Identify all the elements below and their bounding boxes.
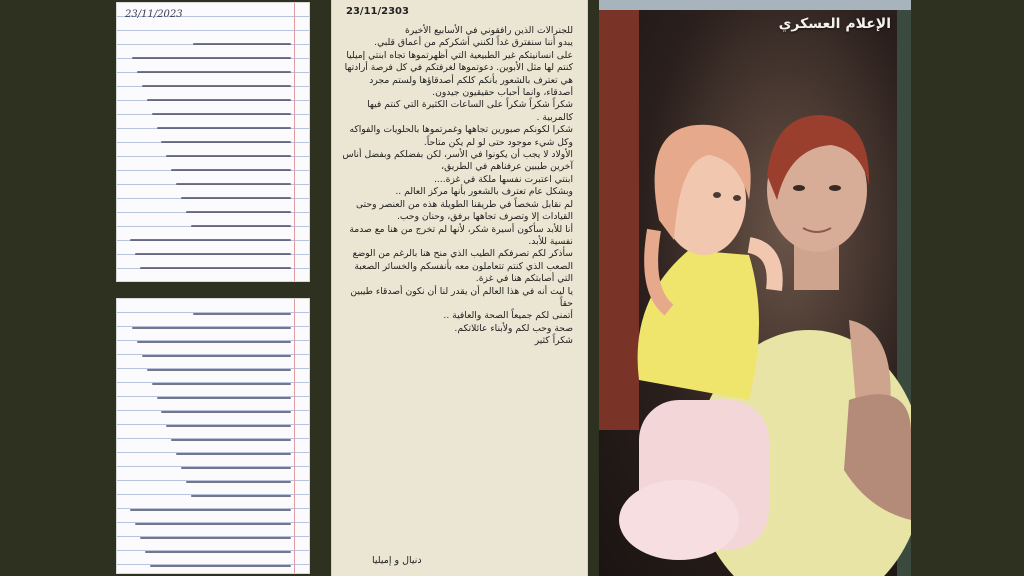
handwriting-stroke	[176, 453, 291, 455]
handwriting-stroke	[161, 411, 291, 413]
child-figure	[619, 125, 775, 560]
handwriting-stroke	[157, 127, 291, 129]
translation-paragraph: يا ليت أنه في هذا العالم أن يقدر لنا أن نكون أصدقاء طيبين حقاً	[350, 285, 573, 309]
translation-paragraph: شكرا لكونكم صبورين تجاهها وغمرتموها بالحلويات والفواكه وكل شيء موجود حتى لو لم يكن متاحاً.	[349, 124, 573, 148]
handwriting-stroke	[140, 267, 291, 269]
translation-paragraph: شكراً كثير	[534, 335, 573, 347]
handwriting-stroke	[132, 327, 291, 329]
handwriting-stroke	[171, 439, 291, 441]
translation-paragraph: صحة وحب لكم ولأبناء عائلاتكم.	[454, 322, 573, 334]
translation-paragraph: وبشكل عام تعترف بالشعور بأنها مركز العالم ..	[395, 186, 573, 198]
handwriting-stroke	[176, 183, 291, 185]
translation-paragraph: لم نقابل شخصاً في طريقنا الطويلة هذه من العنصر وحتى القيادات إلا وتصرف تجاهها برفق، وحنان وحب.	[355, 198, 573, 223]
media-watermark-logo: الإعلام العسكري	[778, 16, 891, 32]
handwriting-stroke	[137, 71, 291, 73]
notebook-margin-line	[294, 299, 295, 573]
handwriting-stroke	[135, 253, 291, 255]
handwritten-date: 23/11/2023	[125, 9, 183, 20]
handwriting-stroke	[152, 383, 291, 385]
handwriting-stroke	[181, 467, 291, 469]
handwritten-text	[127, 43, 291, 269]
handwriting-stroke	[142, 85, 291, 87]
photo-illustration	[599, 0, 911, 576]
handwriting-stroke	[147, 99, 291, 101]
translation-signature: دنيال و إميليا	[372, 555, 422, 566]
photo-panel	[599, 0, 911, 576]
handwriting-stroke	[191, 225, 291, 227]
handwriting-stroke	[191, 495, 291, 497]
letter-translation-panel	[331, 0, 588, 576]
translation-paragraph: سأذكر لكم تصرفكم الطيب الذي منح هنا بالرغم من الوضع الصعب الذي كنتم تتعاملون معه بأنفسكم والخسائر الصعبة التي أصابتكم هنا في غزة.	[352, 248, 573, 285]
translation-body	[340, 25, 573, 348]
handwriting-stroke	[186, 211, 291, 213]
handwritten-letter-page-2	[116, 298, 310, 574]
handwriting-stroke	[140, 537, 291, 539]
handwriting-stroke	[193, 313, 291, 315]
handwriting-stroke	[161, 141, 291, 143]
handwriting-stroke	[166, 425, 291, 427]
handwriting-stroke	[130, 239, 291, 241]
handwriting-stroke	[193, 43, 291, 45]
translation-paragraph: أتمنى لكم جميعاً الصحة والعافية ..	[443, 310, 573, 322]
handwriting-stroke	[135, 523, 291, 525]
notebook-margin-line	[294, 3, 295, 281]
translation-paragraph: يبدو أننا سنفترق غداً لكنني أشكركم من أعماق قلبي.	[374, 37, 573, 49]
translation-paragraph: الأولاد لا يجب أن يكونوا في الأسر، لكن بفضلكم وبفضل أناس آخرين طيبين عرفناهم في الطريق،	[342, 149, 573, 173]
translation-date: 23/11/2303	[346, 6, 409, 17]
translation-paragraph: للجنرالات الذين رافقوني في الأسابيع الأخيرة	[404, 25, 573, 36]
handwriting-stroke	[186, 481, 291, 483]
handwriting-stroke	[132, 57, 291, 59]
handwriting-stroke	[150, 565, 291, 567]
translation-paragraph: على انسانيتكم غير الطبيعية التي أظهرتموها تجاه ابنتي إميليا	[346, 49, 573, 61]
handwriting-stroke	[166, 155, 291, 157]
handwritten-letter-page-1	[116, 2, 310, 282]
translation-paragraph: ابنتي اعتبرت نفسها ملكة في غزة....	[433, 173, 573, 185]
handwriting-stroke	[171, 169, 291, 171]
translation-paragraph: كنتم لها مثل الأبوين. دعوتموها لغرفتكم في كل فرصة أرادتها	[344, 62, 573, 74]
handwriting-stroke	[137, 341, 291, 343]
handwritten-text	[127, 313, 291, 567]
handwriting-stroke	[147, 369, 291, 371]
translation-paragraph: أنا للأبد سأكون أسيرة شكر، لأنها لم تخرج من هنا مع صدمة نفسية للأبد.	[349, 223, 573, 247]
translation-paragraph: هي تعترف بالشعور بأنكم كلكم أصدقاؤها ولستم مجرد أصدقاء، وانما أحباب حقيقيون جيدون.	[369, 74, 573, 99]
translation-paragraph: شكراً شكراً شكراً على الساعات الكثيرة التي كنتم فيها كالمربية .	[367, 99, 573, 123]
handwriting-stroke	[152, 113, 291, 115]
handwriting-stroke	[130, 509, 291, 511]
handwriting-stroke	[181, 197, 291, 199]
handwriting-stroke	[142, 355, 291, 357]
handwriting-stroke	[157, 397, 291, 399]
handwriting-stroke	[145, 551, 291, 553]
